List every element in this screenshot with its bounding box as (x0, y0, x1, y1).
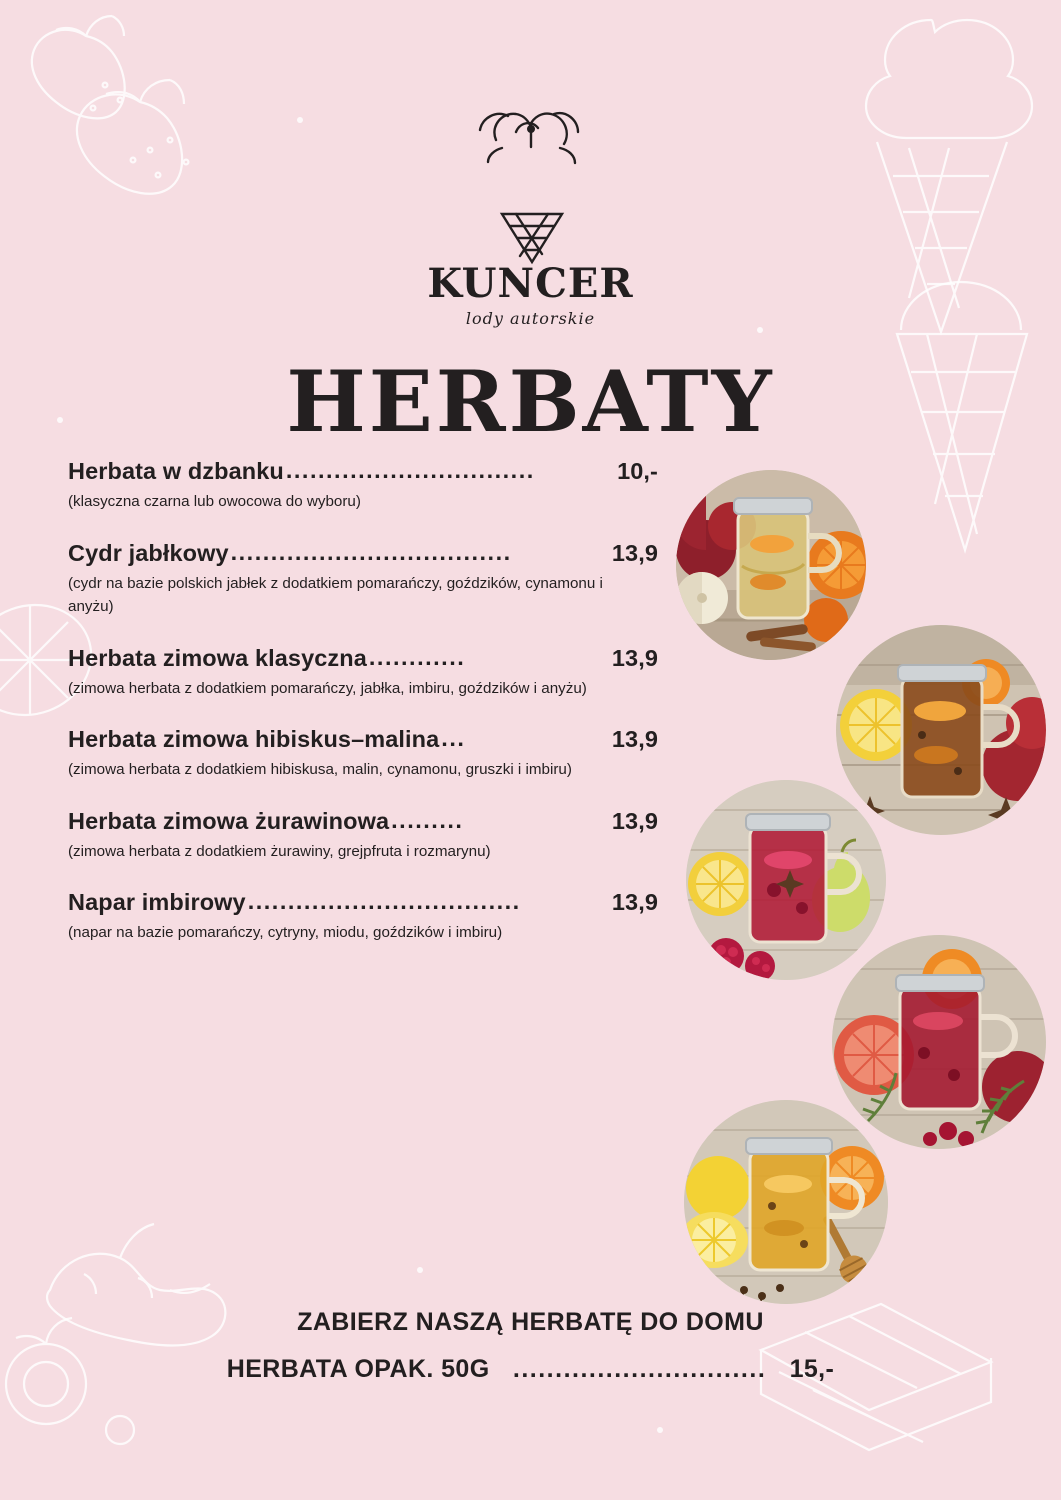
menu-item-line (68, 889, 658, 916)
menu-item-line (68, 540, 658, 567)
classic-winter-tea-jar-photo (836, 625, 1046, 835)
menu-item-price: 13,9 (611, 539, 658, 566)
menu-item-description: (zimowa herbata z dodatkiem żurawiny, grejpfruta i rozmarynu) (68, 842, 491, 860)
leader-dots: ............................... (285, 457, 535, 483)
menu-item (68, 540, 658, 619)
menu-item-price: 10,- (617, 458, 658, 484)
menu-item (68, 808, 658, 864)
menu-item-description: (zimowa herbata z dodatkiem hibiskusa, malin, cynamonu, gruszki i imbiru) (68, 761, 572, 779)
takeaway-footer (0, 1308, 1061, 1384)
menu-item (68, 889, 658, 945)
page-title: HERBATY (286, 352, 775, 452)
menu-item-description: (napar na bazie pomarańczy, cytryny, miodu, goździków i imbiru) (68, 924, 503, 942)
takeaway-price: 15,- (789, 1355, 835, 1383)
ginger-honey-lemon-infusion-photo (684, 1100, 888, 1304)
menu-item-price: 13,9 (611, 644, 658, 671)
menu-list (68, 458, 658, 971)
leader-dots: ... (441, 725, 466, 752)
menu-item-description: (cydr na bazie polskich jabłek z dodatkiem pomarańczy, goździków, cynamonu i anyżu) (68, 574, 603, 616)
menu-item (68, 458, 658, 514)
hibiscus-raspberry-tea-jar-photo (686, 780, 886, 980)
menu-item-name: Herbata zimowa klasyczna (68, 644, 367, 671)
cranberry-grapefruit-tea-jar-photo (832, 935, 1046, 1149)
leader-dots: ................................... (230, 538, 512, 565)
takeaway-product-line (0, 1355, 1061, 1384)
menu-item-name: Herbata zimowa żurawinowa (68, 807, 390, 834)
menu-item-name: Herbata zimowa hibiskus–malina (68, 726, 440, 753)
takeaway-headline: ZABIERZ NASZĄ HERBATĘ DO DOMU (297, 1308, 764, 1336)
leader-dots: .................................. (247, 888, 521, 915)
menu-item-price: 13,9 (611, 726, 658, 753)
menu-item-name: Napar imbirowy (68, 889, 246, 916)
photo-collage (676, 470, 1046, 1300)
leader-dots: ............ (368, 643, 466, 670)
leader-dots: ......... (391, 806, 464, 833)
brand-name: KUNCER (427, 260, 634, 307)
menu-item-line (68, 645, 658, 672)
menu-item-line (68, 808, 658, 835)
takeaway-product-name: HERBATA OPAK. 50G (226, 1355, 490, 1383)
brand-tagline: lody autorskie (465, 309, 596, 328)
menu-item-line (68, 458, 658, 485)
leader-dots: .............................. (512, 1355, 767, 1383)
menu-item-name: Herbata w dzbanku (68, 458, 284, 484)
menu-item-description: (klasyczna czarna lub owocowa do wyboru) (68, 493, 361, 510)
menu-item-name: Cydr jabłkowy (68, 539, 229, 566)
menu-item (68, 645, 658, 701)
ice-cream-cone-monogram-icon (456, 96, 606, 266)
menu-item-line (68, 726, 658, 753)
menu-item-price: 13,9 (611, 807, 658, 834)
menu-item-description: (zimowa herbata z dodatkiem pomarańczy, jabłka, imbiru, goździków i anyżu) (68, 679, 587, 697)
menu-item (68, 726, 658, 782)
menu-item-price: 13,9 (611, 889, 658, 916)
brand-logo (0, 96, 1061, 328)
apple-cider-jar-photo (676, 470, 866, 660)
